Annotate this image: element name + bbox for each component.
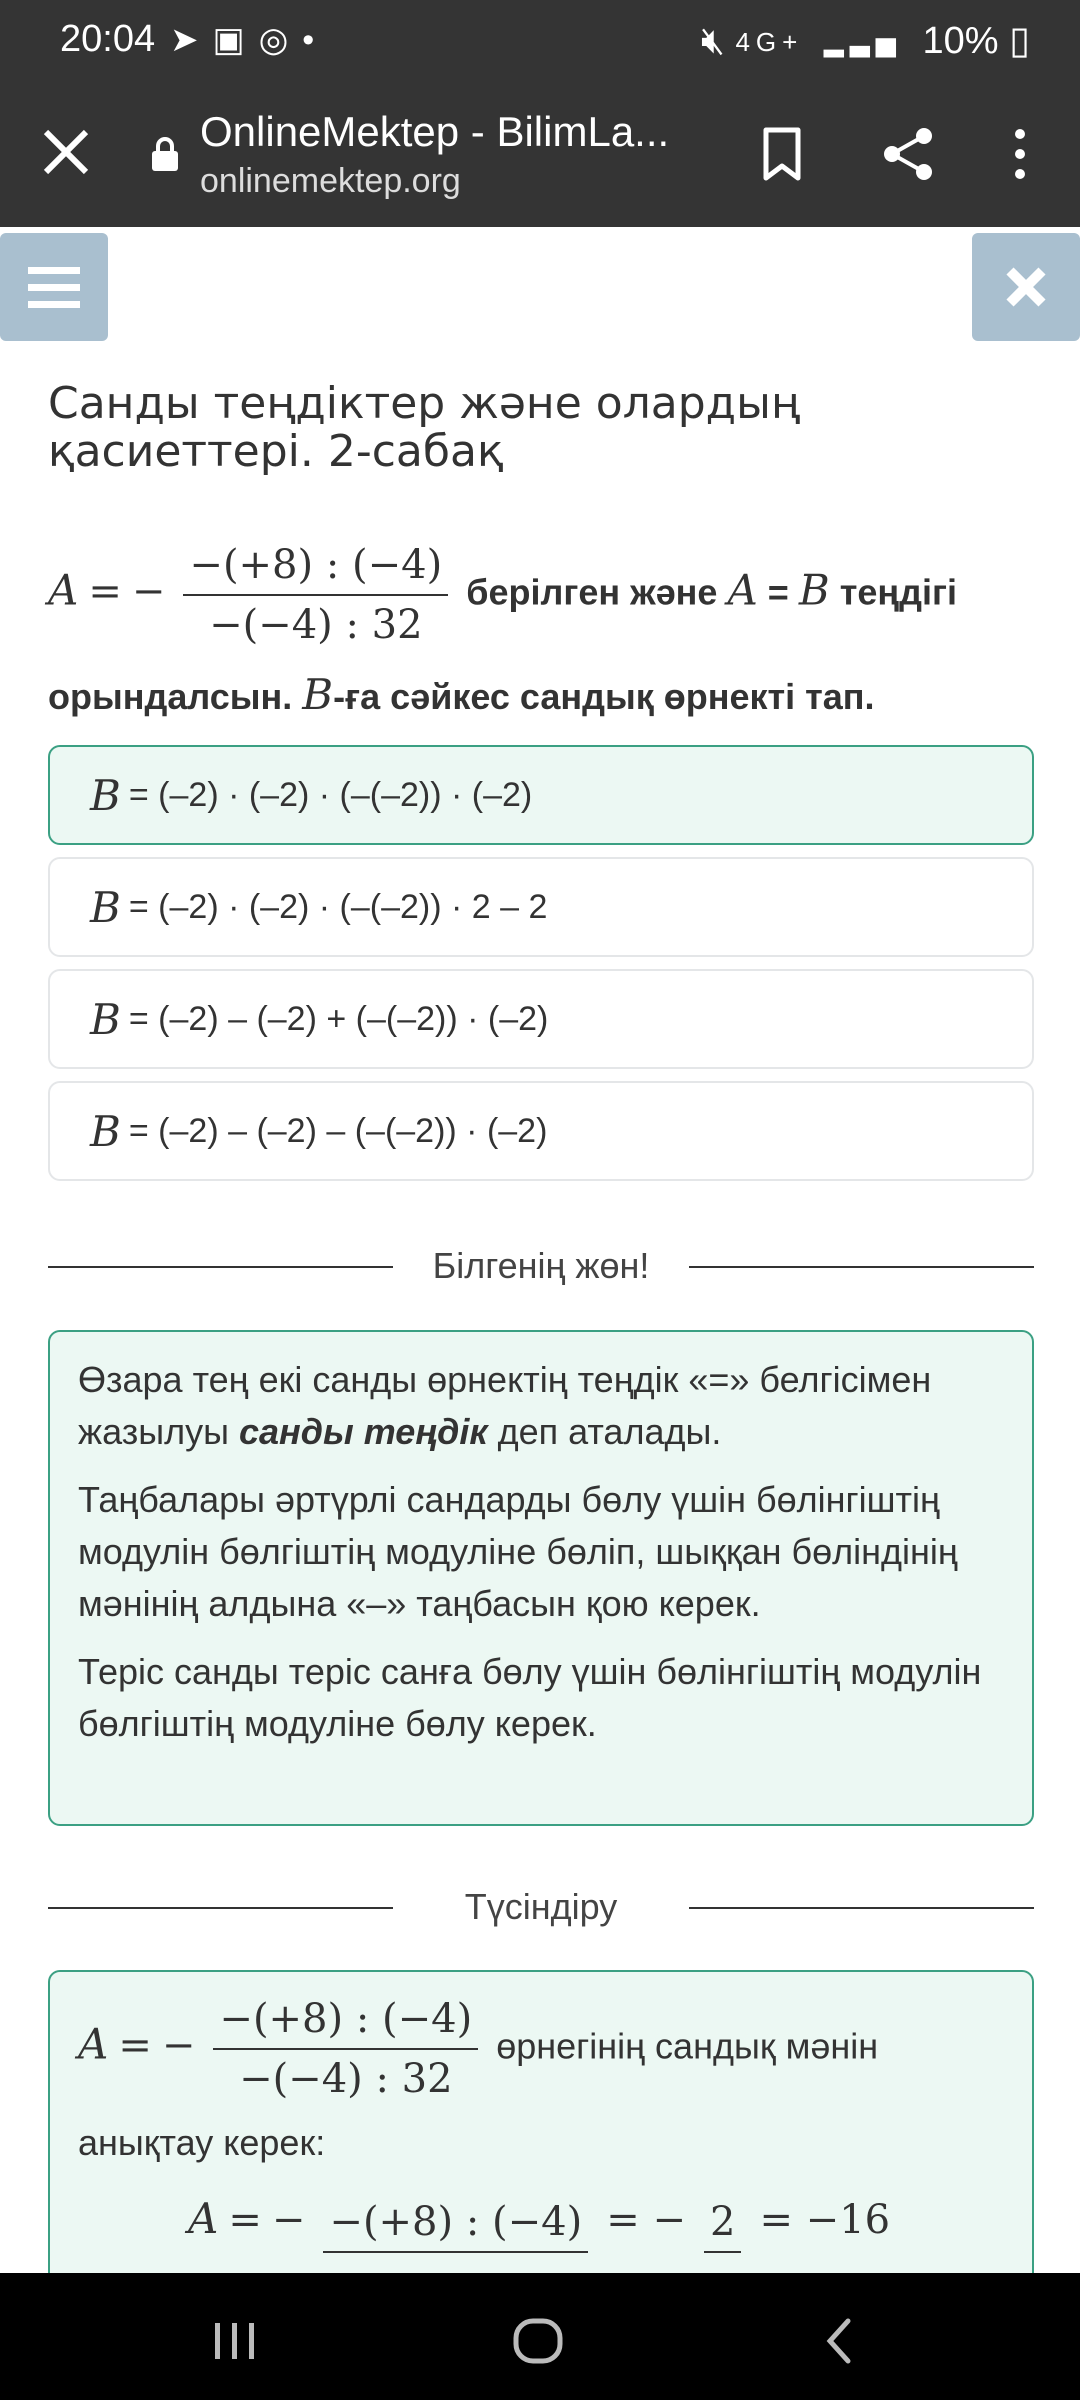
close-lesson-button[interactable] xyxy=(972,233,1080,341)
recent-apps-icon[interactable] xyxy=(205,2311,265,2371)
question-eq-text: = xyxy=(767,571,789,613)
app-header xyxy=(0,227,1080,342)
page-domain[interactable]: onlinemektep.org xyxy=(200,162,461,200)
explanation-line-2 xyxy=(78,2184,1004,2256)
back-icon[interactable] xyxy=(810,2311,870,2371)
knowledge-paragraph-1 xyxy=(78,1354,1004,1458)
bookmark-icon[interactable] xyxy=(752,122,812,186)
divider-line-right xyxy=(689,1266,1034,1268)
explanation-var-a: A xyxy=(78,2019,109,2069)
explanation-result: = −16 xyxy=(759,2197,891,2243)
hamburger-icon xyxy=(0,233,108,341)
question-minus: − xyxy=(131,568,166,615)
battery-percent: 10% xyxy=(922,20,999,62)
system-nav-bar xyxy=(0,2273,1080,2400)
lesson-content xyxy=(48,380,1034,738)
option-expression: = (–2) – (–2) – (–(–2)) · (–2) xyxy=(128,1111,548,1150)
divider-line-right xyxy=(689,1907,1034,1909)
knowledge-divider xyxy=(48,1237,1034,1297)
explanation-divider xyxy=(48,1878,1034,1938)
close-tab-icon[interactable] xyxy=(40,122,92,182)
answer-option-2[interactable] xyxy=(48,857,1034,957)
dot-icon: • xyxy=(302,21,329,59)
option-var: B xyxy=(90,770,121,820)
fraction-denominator: −(−4) : 32 xyxy=(209,602,423,648)
mute-icon: 🔇︎ xyxy=(700,20,725,62)
question-text-3: -ға сәйкес сандық өрнекті тап. xyxy=(333,676,875,717)
lock-icon xyxy=(150,136,180,172)
signal-icon: ▂▃▅ xyxy=(823,27,902,58)
explanation-fraction-3 xyxy=(704,2193,741,2253)
explanation-minus-2: − xyxy=(271,2197,306,2243)
question-text-1: берілген және xyxy=(466,571,718,613)
close-icon xyxy=(972,233,1080,341)
question-fraction xyxy=(183,536,448,654)
answer-option-4[interactable] xyxy=(48,1081,1034,1181)
option-expression: = (–2) – (–2) + (–(–2)) · (–2) xyxy=(128,999,549,1038)
knowledge-text: деп аталады. xyxy=(497,1411,722,1452)
explanation-fraction-2 xyxy=(323,2193,588,2253)
knowledge-text: Өзара тең екі санды өрнектің теңдік «=» белгісімен жазылуы xyxy=(78,1359,932,1452)
option-var: B xyxy=(90,882,121,932)
explanation-heading: Түсіндіру xyxy=(464,1886,618,1927)
answer-option-1[interactable] xyxy=(48,745,1034,845)
explanation-minus: − xyxy=(161,2022,196,2069)
answer-options xyxy=(48,745,1034,1193)
notification-icons xyxy=(170,20,328,60)
option-var: B xyxy=(90,1106,121,1156)
explanation-text: өрнегінің сандық мәнін анықтау керек: xyxy=(78,2025,879,2163)
option-var: B xyxy=(90,994,121,1044)
knowledge-paragraph-3: Теріс санды теріс санға бөлу үшін бөлінгіштің модулін бөлгіштің модуліне бөлу керек. xyxy=(78,1651,982,1744)
home-icon[interactable] xyxy=(508,2311,568,2371)
status-bar xyxy=(0,0,1080,82)
option-expression: = (–2) · (–2) · (–(–2)) · 2 – 2 xyxy=(128,887,548,926)
question-equals: = xyxy=(88,568,122,615)
answer-option-3[interactable] xyxy=(48,969,1034,1069)
explanation-line-1 xyxy=(78,1990,1004,2178)
page-title-tab[interactable]: OnlineMektep - BilimLa... xyxy=(200,108,670,155)
question-var-b-2: B xyxy=(302,670,334,719)
knowledge-paragraph-2: Таңбалары әртүрлі сандарды бөлу үшін бөлінгіштің модулін бөлгіштің модуліне бөліп, шыққан бөліндінің мәнінің алдына «–» таңбасын қою керек. xyxy=(78,1479,958,1624)
question-var-a-2: A xyxy=(727,565,758,615)
fraction-numerator: −(+8) : (−4) xyxy=(213,1990,478,2050)
gallery-icon: ▣ xyxy=(212,21,259,59)
chrome-icon: ◎ xyxy=(258,21,303,59)
question-text xyxy=(48,536,1034,738)
option-expression: = (–2) · (–2) · (–(–2)) · (–2) xyxy=(128,775,533,814)
explanation-equals: = xyxy=(118,2022,152,2069)
explanation-equals-2: = xyxy=(228,2197,262,2243)
knowledge-box xyxy=(48,1330,1034,1826)
telegram-icon: ➤ xyxy=(170,21,213,59)
question-var-b: B xyxy=(798,565,830,615)
menu-button[interactable] xyxy=(0,233,108,341)
browser-toolbar xyxy=(0,82,1080,227)
knowledge-heading: Білгенің жөн! xyxy=(432,1245,650,1286)
status-right xyxy=(701,18,1030,63)
share-icon[interactable] xyxy=(878,122,938,186)
explanation-box xyxy=(48,1970,1034,2300)
explanation-rhs: = − xyxy=(606,2197,686,2243)
explanation-fraction xyxy=(213,1990,478,2108)
more-options-icon[interactable] xyxy=(990,122,1050,186)
explanation-var-a-2: A xyxy=(188,2194,219,2243)
lesson-title: Санды теңдіктер және олардың қасиеттері. 2-сабақ xyxy=(48,378,800,477)
knowledge-term: санды теңдік xyxy=(238,1411,488,1452)
status-time: 20:04 xyxy=(60,18,156,60)
fraction-denominator: −(−4) : 32 xyxy=(239,2056,453,2102)
fraction-numerator: −(+8) : (−4) xyxy=(323,2193,588,2253)
question-var-a: A xyxy=(48,565,79,615)
battery-icon: ▯ xyxy=(1009,20,1030,62)
fraction-numerator: −(+8) : (−4) xyxy=(183,536,448,596)
fraction-numerator: 2 xyxy=(704,2193,741,2253)
network-type: 4G+ xyxy=(735,27,804,58)
question-text-2: теңдігі орындалсын. xyxy=(48,571,957,717)
